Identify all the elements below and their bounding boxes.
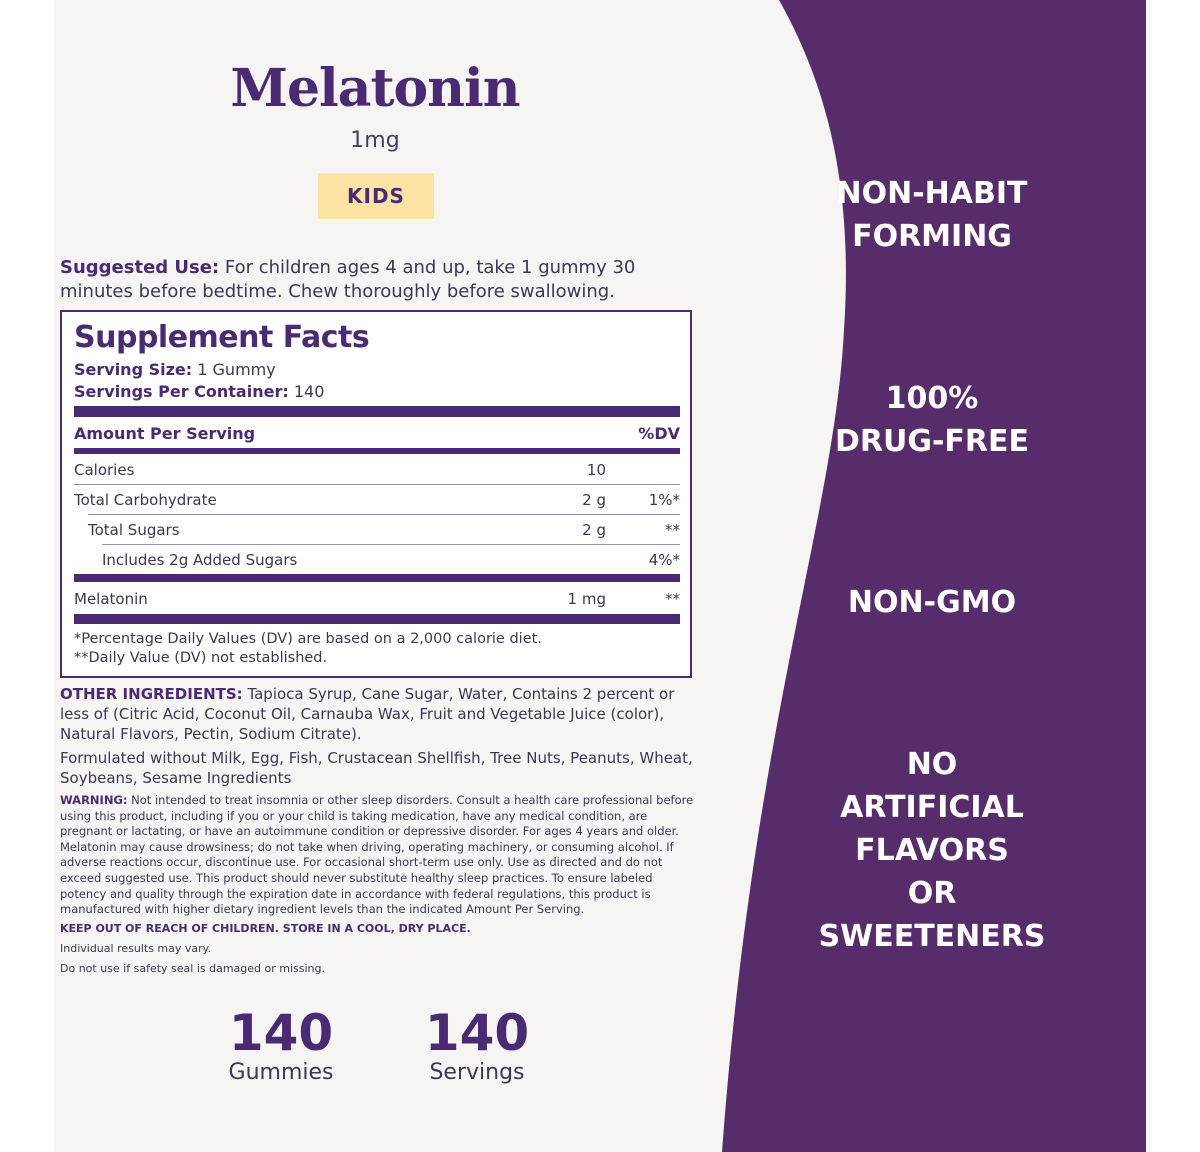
serving-size-value: 1 Gummy <box>192 360 276 379</box>
nutrient-dv: ** <box>665 521 680 539</box>
suggested-use-label: Suggested Use: <box>60 257 220 278</box>
dv-header: %DV <box>638 424 680 443</box>
allergen-statement: Formulated without Milk, Egg, Fish, Crustacean Shellfish, Tree Nuts, Peanuts, Wheat, Soybeans, Sesame Ingredients <box>60 749 693 787</box>
serving-size <box>74 360 276 379</box>
medium-divider <box>74 448 680 454</box>
row-divider <box>88 514 680 515</box>
nutrient-name: Total Carbohydrate <box>74 491 217 509</box>
supplement-facts-box <box>60 310 692 678</box>
medium-divider <box>74 574 680 582</box>
warning-label: WARNING: <box>60 793 128 807</box>
claim-no-artificial-flavors: NO ARTIFICIAL FLAVORS OR SWEETENERS <box>818 747 1046 954</box>
storage-statement: KEEP OUT OF REACH OF CHILDREN. STORE IN A COOL, DRY PLACE. <box>60 922 471 935</box>
thick-divider <box>74 406 680 417</box>
nutrient-amount: 2 g <box>582 491 606 509</box>
footnote-dv: *Percentage Daily Values (DV) are based on a 2,000 calorie diet. <box>74 631 542 647</box>
suggested-use <box>60 256 700 304</box>
nutrient-name: Calories <box>74 461 135 479</box>
nutrient-dv: 1%* <box>648 491 680 509</box>
serving-size-label: Serving Size: <box>74 360 193 379</box>
facts-row <box>74 521 680 539</box>
amount-per-serving-header <box>74 424 680 443</box>
facts-row <box>74 551 680 569</box>
seal-statement: Do not use if safety seal is damaged or missing. <box>60 962 326 975</box>
facts-row <box>74 491 680 509</box>
servings-label: Servings <box>429 1060 525 1085</box>
gummies-count: 140 <box>228 1004 334 1062</box>
nutrient-dv: ** <box>665 590 680 608</box>
nutrient-name: Melatonin <box>74 590 148 608</box>
nutrient-amount: 1 mg <box>567 590 606 608</box>
servings-per-container <box>74 382 324 401</box>
ingredients-label: OTHER INGREDIENTS: <box>60 685 243 703</box>
servings-count: 140 <box>424 1004 530 1062</box>
footnote-not-established: **Daily Value (DV) not established. <box>74 650 328 666</box>
nutrient-name: Total Sugars <box>88 521 180 539</box>
results-statement: Individual results may vary. <box>60 942 212 955</box>
amount-header: Amount Per Serving <box>74 424 256 443</box>
warning-body: Not intended to treat insomnia or other sleep disorders. Consult a health care professional before using this product, including if you or your child is taking medication, have any medical condition, are pregnant or lactating, or have an autoimmune condition or depressive disorder. For ages 4 years and older. Melatonin may cause drowsiness; do not take when driving, operating machinery, or consuming alcohol. If adverse reactions occur, discontinue use. For occasional short-term use only. Use as directed and do not exceed suggested use. This product should never substitute healthy sleep practices. To ensure labeled potency and quality through the expiration date in accordance with federal regulations, this product is manufactured with higher dietary ingredient levels than the indicated Amount Per Serving. <box>60 793 694 917</box>
nutrient-name: Includes 2g Added Sugars <box>102 551 298 569</box>
ingredients-text: Tapioca Syrup, Cane Sugar, Water, Contains 2 percent or less of (Citric Acid, Coconut Oil, Carnauba Wax, Fruit and Vegetable Juice (color), Natural Flavors, Pectin, Sodium Citrate). <box>60 685 675 743</box>
supplement-facts-title: Supplement Facts <box>74 320 370 355</box>
suggested-use-text: For children ages 4 and up, take 1 gummy 30 minutes before bedtime. Chew thoroughly before swallowing. <box>60 257 636 302</box>
warning-text <box>60 793 700 918</box>
servings-label: Servings Per Container: <box>74 382 289 401</box>
product-title: Melatonin <box>230 58 520 119</box>
claim-non-habit-forming: NON-HABIT FORMING <box>836 176 1028 254</box>
kids-badge: KIDS <box>318 173 434 219</box>
other-ingredients <box>60 684 700 744</box>
claim-non-gmo: NON-GMO <box>847 585 1017 620</box>
thick-divider <box>74 614 680 624</box>
servings-value: 140 <box>288 382 325 401</box>
nutrient-dv: 4%* <box>648 551 680 569</box>
claim-drug-free: 100% DRUG-FREE <box>834 381 1030 459</box>
nutrient-amount: 10 <box>586 461 606 479</box>
facts-row <box>74 590 680 608</box>
nutrient-amount: 2 g <box>582 521 606 539</box>
gummies-label: Gummies <box>228 1060 334 1085</box>
facts-row <box>74 461 680 479</box>
product-dose: 1mg <box>350 128 400 153</box>
row-divider <box>102 544 680 545</box>
row-divider <box>74 484 680 485</box>
